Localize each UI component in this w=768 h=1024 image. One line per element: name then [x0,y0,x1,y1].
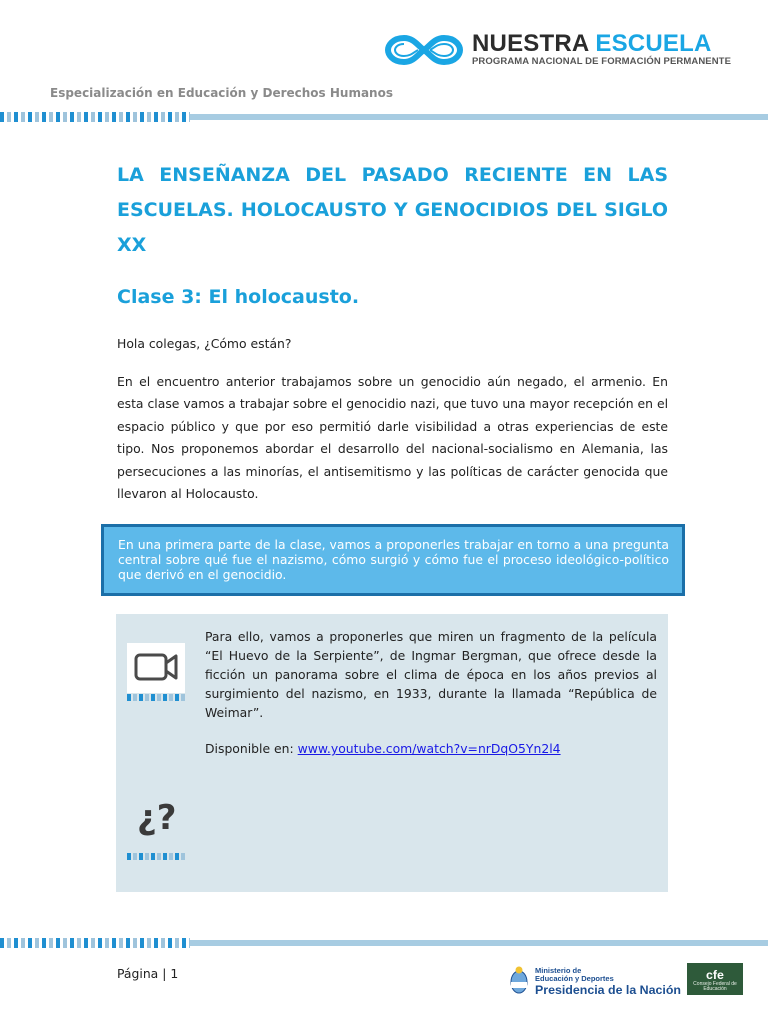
logo-title-part2: ESCUELA [595,30,712,57]
ministry-logo [509,966,681,998]
logo-title [472,30,711,58]
video-link[interactable]: www.youtube.com/watch?v=nrDqO5Yn2l4 [297,741,561,756]
cfe-logo [687,963,743,995]
available-line [205,741,561,756]
available-label: Disponible en: [205,741,294,756]
activity-text: Para ello, vamos a proponerles que miren un fragmento de la película “El Huevo de la Serpiente”, de Ingmar Bergman, que ofrece desde la ficción un panorama sobre el clima de época en los años previos al surgimiento del nazismo, en 1933, durante la llamada “República de Weimar”. [205,629,657,720]
presidency-name: Presidencia de la Nación [535,983,681,997]
question-mark-icon [127,798,185,860]
page-number: Página | 1 [117,966,179,981]
class-title: Clase 3: El holocausto. [117,286,360,308]
highlight-text: En una primera parte de la clase, vamos a proponerles trabajar en torno a una pregunta central sobre qué fue el nazismo, cómo surgió y cómo fue el proceso ideológico-político que derivó en el genocidio. [118,537,669,582]
ministry-name [535,967,614,983]
logo-title-part1: NUESTRA [472,30,589,57]
logo-subtitle: PROGRAMA NACIONAL DE FORMACIÓN PERMANENTE [472,56,732,67]
ministry-line-1: Ministerio de [535,966,582,975]
header-divider [0,112,768,122]
activity-box [116,614,668,892]
highlight-box [101,524,685,596]
question-glyph: ¿? [137,798,177,838]
course-name: Especialización en Educación y Derechos Humanos [50,86,393,100]
greeting-text: Hola colegas, ¿Cómo están? [117,336,292,351]
intro-paragraph: En el encuentro anterior trabajamos sobre un genocidio aún negado, el armenio. En esta clase vamos a trabajar sobre el genocidio nazi, que tuvo una mayor recepción en el espacio público y que por eso permitió darle visibilidad a otras experiencias de este tipo. Nos proponemos abordar el desarrollo del nacional-socialismo en Alemania, las persecuciones a las minorías, el antisemitismo y las políticas de carácter genocida que llevaron al Holocausto. [117,374,669,502]
cfe-name: cfe [706,968,724,982]
footer-divider [0,938,768,948]
infinity-logo-icon [384,30,464,70]
coat-of-arms-icon [509,966,529,996]
video-camera-icon [127,643,185,701]
cfe-subtitle: Consejo Federal de Educación [693,981,737,992]
document-title: LA ENSEÑANZA DEL PASADO RECIENTE EN LAS ESCUELAS. HOLOCAUSTO Y GENOCIDIOS DEL SIGLO XX [117,164,668,256]
ministry-line-2: Educación y Deportes [535,974,614,983]
nuestra-escuela-logo [384,28,732,72]
